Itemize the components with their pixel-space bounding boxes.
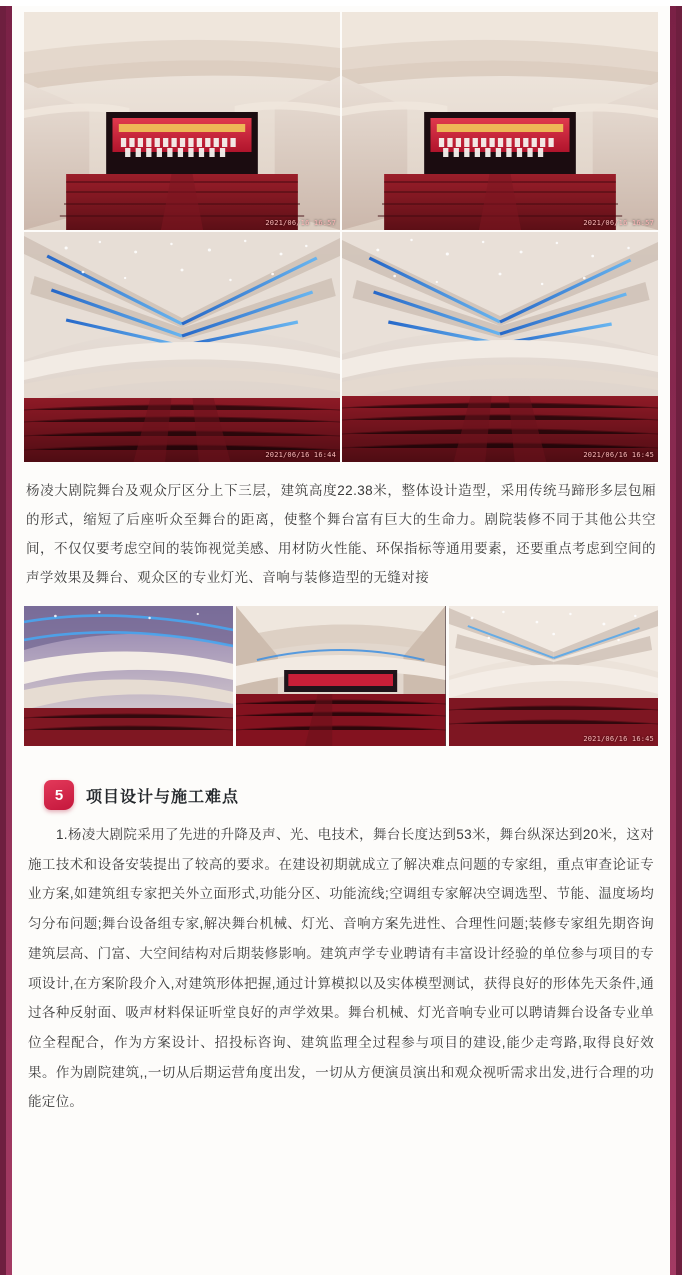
photo-balcony-detail[interactable] [24,606,233,746]
section-number-badge: 5 [44,780,74,810]
photo-grid-top [24,6,658,462]
intro-paragraph: 杨凌大剧院舞台及观众厅区分上下三层，建筑高度22.38米，整体设计造型，采用传统马蹄形多层包厢的形式，缩短了后座听众至舞台的距离，使整个舞台富有巨大的生命力。剧院装修不同于其他公共空间，不仅仅要考虑空间的装饰视觉美感、用材防火性能、环保指标等通用要素，还要重点考虑到空间的声学效果及舞台、观众区的专业灯光、音响与装修造型的无缝对接 [26,483,656,586]
photo-auditorium-wide-left[interactable] [24,12,340,230]
photo-ceiling-view-left[interactable] [24,232,340,462]
auditorium-illustration [24,12,340,230]
photo-timestamp: 2021/06/16 16:44 [265,451,336,459]
photo-timestamp: 2021/06/16 16:57 [583,219,654,227]
photo-hall-front-view[interactable] [236,606,445,746]
section-heading [44,780,658,810]
ceiling-star-illustration [449,606,658,746]
photo-timestamp: 2021/06/16 16:45 [583,451,654,459]
hall-illustration [236,606,445,746]
auditorium-illustration [342,12,658,230]
photo-auditorium-wide-right[interactable] [342,12,658,230]
section-body: 1.杨凌大剧院采用了先进的升降及声、光、电技术，舞台长度达到53米，舞台纵深达到20米，这对施工技术和设备安装提出了较高的要求。在建设初期就成立了解决难点问题的专家组，重点审查论证专业方案,如建筑组专家把关外立面形式,功能分区、功能流线;空调组专家解决空调选型、节能、温度场均匀分布问题;舞台设备组专家,解决舞台机械、灯光、音响方案先进性、合理性问题;装修专家组先期咨询建筑层高、门富、大空间结构对后期装修影响。建筑声学专业聘请有丰富设计经验的单位参与项目的专项设计,在方案阶段介入,对建筑形体把握,通过计算模拟以及实体模型测试，获得良好的形体先天条件,通过各种反射面、吸声材料保证听堂良好的声学效果。舞台机械、灯光音响专业可以聘请舞台设备专业单位全程配合，作为方案设计、招投标咨询、建筑监理全过程参与项目的建设,能少走弯路,取得良好效果。作为剧院建筑,,一切从后期运营角度出发，一切从方便演员演出和观众视听需求出发,进行合理的功能定位。 [28,827,654,1110]
article-page [0,6,682,1275]
photo-grid-middle [24,606,658,746]
balcony-illustration [24,606,233,746]
section-title: 项目设计与施工难点 [86,788,240,806]
photo-ceiling-view-right[interactable] [342,232,658,462]
ceiling-illustration [24,232,340,462]
photo-timestamp: 2021/06/16 16:45 [583,735,654,744]
photo-ceiling-star-detail[interactable] [449,606,658,746]
photo-timestamp: 2021/06/16 16:57 [265,219,336,227]
ceiling-illustration [342,232,658,462]
